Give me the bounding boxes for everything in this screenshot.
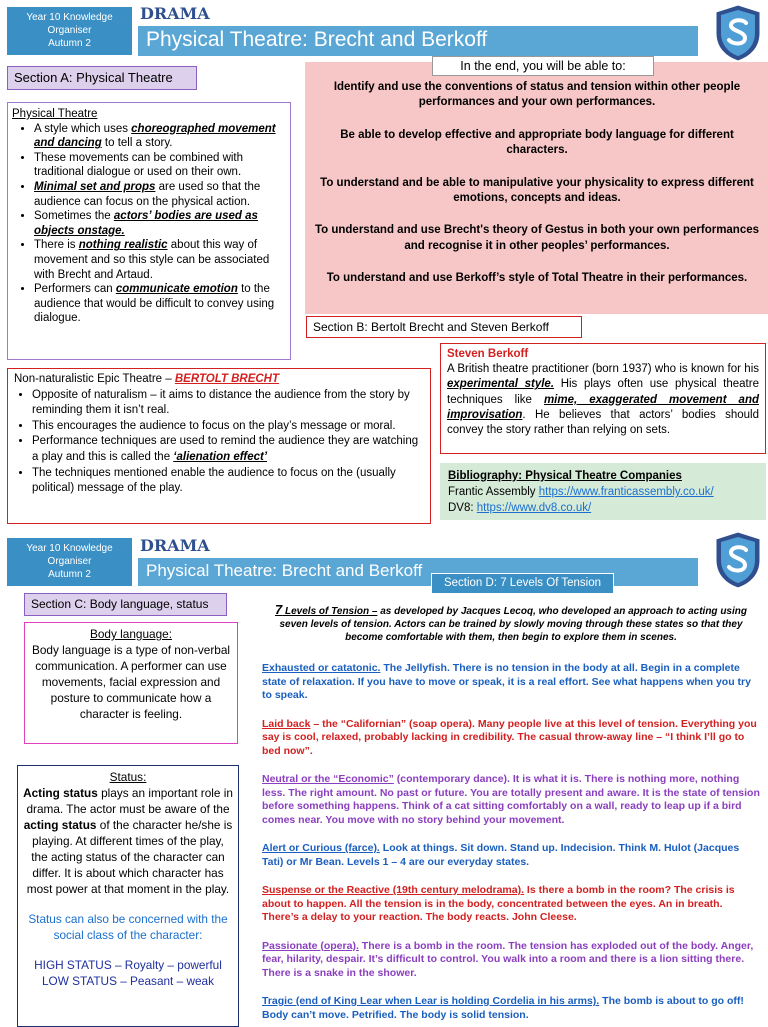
list-item: • These movements can be combined with traditional dialogue or used on their own. — [34, 151, 286, 180]
ko-line2: Organiser — [47, 556, 92, 567]
section-d-label: Section D: 7 Levels Of Tension — [431, 573, 614, 594]
bibliography-box — [440, 463, 766, 520]
status-box — [17, 765, 239, 1027]
ko-line1: Year 10 Knowledge — [26, 543, 113, 554]
dv8-link[interactable]: https://www.dv8.co.uk/ — [476, 502, 592, 514]
shield-s-icon — [713, 530, 763, 590]
body-language-box — [24, 622, 238, 744]
body-language-text: Body language is a type of non-verbal communication. A performer can use movements, facial expression and posture to communicate how a character is feeling. — [31, 643, 231, 721]
ko-line2: Organiser — [47, 25, 92, 36]
berkoff-text: A British theatre practitioner (born 1937) who is known for his experimental style. His plays often use physical theatre techniques like mime, exaggerated movement and improvisation. He believes that actors’ bodies should convey the story rather than relying on sets. — [447, 363, 759, 437]
subject-label: DRAMA — [140, 4, 210, 23]
shield-s-icon — [713, 3, 763, 63]
list-item: • Performance techniques are used to remind the audience they are watching a play and this is called the ‘alienation effect’ — [32, 434, 424, 465]
tension-level-3: Neutral or the “Economic” (contemporary dance). It is what it is. There is nothing more, nothing less. The right amount. No past or future. You are totally present and aware. It is the state of tension before something happens. Think of a cat sitting comfortably on a wall, ready to leap up if a bird comes near. You move with no story behind your movement. — [262, 773, 760, 826]
goal-item: To understand and use Brecht's theory of Gestus in both your own performances and recognise it in other peoples’ performances. — [314, 224, 760, 252]
school-logo — [713, 3, 763, 63]
goals-list — [312, 80, 762, 287]
page-title: Physical Theatre: Brecht and Berkoff — [138, 26, 698, 56]
goal-item: To understand and use Berkoff’s style of Total Theatre in their performances. — [326, 272, 748, 285]
tension-level-4: Alert or Curious (farce). Look at things. Sit down. Stand up. Indecision. Think M. Hulot (Jacques Tati) or Mr Bean. Levels 1 – 4 are our everyday states. — [262, 842, 740, 868]
berkoff-heading: Steven Berkoff — [447, 348, 529, 360]
brecht-list — [14, 388, 424, 497]
bibliography-entry: Frantic Assembly https://www.franticassembly.co.uk/ — [448, 486, 714, 498]
tension-intro: 7 Levels of Tension – as developed by Jacques Lecoq, who developed an approach to acting using seven levels of tension. Actors can be trained by slowly moving through these states so that they become comfortable with them, then begin to explore them in scenes. — [275, 603, 747, 643]
list-item: • Performers can communicate emotion to the audience that would be difficult to convey using dialogue. — [34, 282, 286, 326]
goals-label: In the end, you will be able to: — [432, 56, 654, 76]
bibliography-entry: DV8: https://www.dv8.co.uk/ — [448, 502, 592, 514]
list-item: • The techniques mentioned enable the audience to focus on the (usually political) message of the play. — [32, 466, 424, 497]
list-item: • Minimal set and props are used so that the audience can focus on the physical action. — [34, 180, 286, 209]
tension-level-2: Laid back – the “Californian” (soap opera). Many people live at this level of tension. Everything you say is cool, relaxed, probably lacking in credibility. The casual throw-away line – “I think I’ll go to bed now”. — [262, 717, 757, 757]
frantic-assembly-link[interactable]: https://www.franticassembly.co.uk/ — [538, 486, 714, 498]
knowledge-organiser-badge — [7, 7, 132, 55]
tension-levels — [262, 603, 760, 1024]
ko-line3: Autumn 2 — [48, 569, 91, 580]
goal-item: Identify and use the conventions of status and tension within other people performances and your own performances. — [333, 81, 741, 109]
physical-theatre-box — [7, 102, 291, 360]
bibliography-heading: Bibliography: Physical Theatre Companies — [448, 470, 682, 482]
brecht-heading: Non-naturalistic Epic Theatre – BERTOLT BRECHT — [14, 373, 280, 385]
school-logo-2 — [713, 530, 763, 590]
list-item: • This encourages the audience to focus on the play’s message or moral. — [32, 419, 424, 435]
ko-line3: Autumn 2 — [48, 38, 91, 49]
tension-level-7: Tragic (end of King Lear when Lear is holding Cordelia in his arms). The bomb is about to go off! Body can’t move. Petrified. The body is solid tension. — [262, 995, 744, 1021]
tension-level-5: Suspense or the Reactive (19th century melodrama). Is there a bomb in the room? The crisis is about to happen. All the tension is in the body, concentrated between the eyes. An in breath. There’s a delay to your reaction. The body reacts. John Cleese. — [262, 884, 735, 923]
tension-level-6: Passionate (opera). There is a bomb in the room. The tension has exploded out of the body. Anger, fear, hilarity, despair. It’s difficult to control. You walk into a room and there is a lion sitting there. There is a snake in the shower. — [262, 939, 754, 979]
physical-theatre-list — [12, 122, 286, 326]
section-a-label: Section A: Physical Theatre — [7, 66, 197, 90]
section-b-label: Section B: Bertolt Brecht and Steven Berkoff — [306, 316, 582, 338]
berkoff-box — [440, 343, 766, 454]
list-item: • A style which uses choreographed movement and dancing to tell a story. — [34, 122, 286, 151]
body-language-heading: Body language: — [90, 627, 172, 641]
goal-item: Be able to develop effective and appropriate body language for different characters. — [340, 128, 734, 157]
physical-theatre-heading: Physical Theatre — [12, 108, 98, 120]
list-item: • Opposite of naturalism – it aims to distance the audience from the story by reminding them it isn’t real. — [32, 388, 424, 419]
knowledge-organiser-badge-2 — [7, 538, 132, 586]
status-high: HIGH STATUS – Royalty – powerful — [34, 958, 222, 972]
goal-item: To understand and be able to manipulative your physicality to express different emotions, concepts and ideas. — [320, 176, 754, 205]
brecht-box — [7, 368, 431, 524]
section-c-label: Section C: Body language, status — [24, 593, 227, 616]
list-item: • Sometimes the actors’ bodies are used as objects onstage. — [34, 209, 286, 238]
page-title-2: Physical Theatre: Brecht and Berkoff — [138, 558, 698, 586]
ko-line1: Year 10 Knowledge — [26, 12, 113, 23]
status-social-class: Status can also be concerned with the social class of the character: — [28, 912, 228, 942]
subject-label-2: DRAMA — [140, 536, 210, 555]
status-text: Acting status plays an important role in drama. The actor must be aware of the acting status of the character he/she is playing. At different times of the play, the acting status of the character can differ. It is about which character has most power at that moment in the play. — [23, 786, 233, 896]
status-heading: Status: — [109, 770, 147, 784]
tension-level-1: Exhausted or catatonic. The Jellyfish. There is no tension in the body at all. Begin in a complete state of relaxation. If you have to move or speak, it is a real effort. See what happens when you try to speak. — [262, 662, 751, 701]
list-item: • There is nothing realistic about this way of movement and so this style can be associated with Brecht and Artaud. — [34, 238, 286, 282]
status-low: LOW STATUS – Peasant – weak — [42, 974, 214, 988]
